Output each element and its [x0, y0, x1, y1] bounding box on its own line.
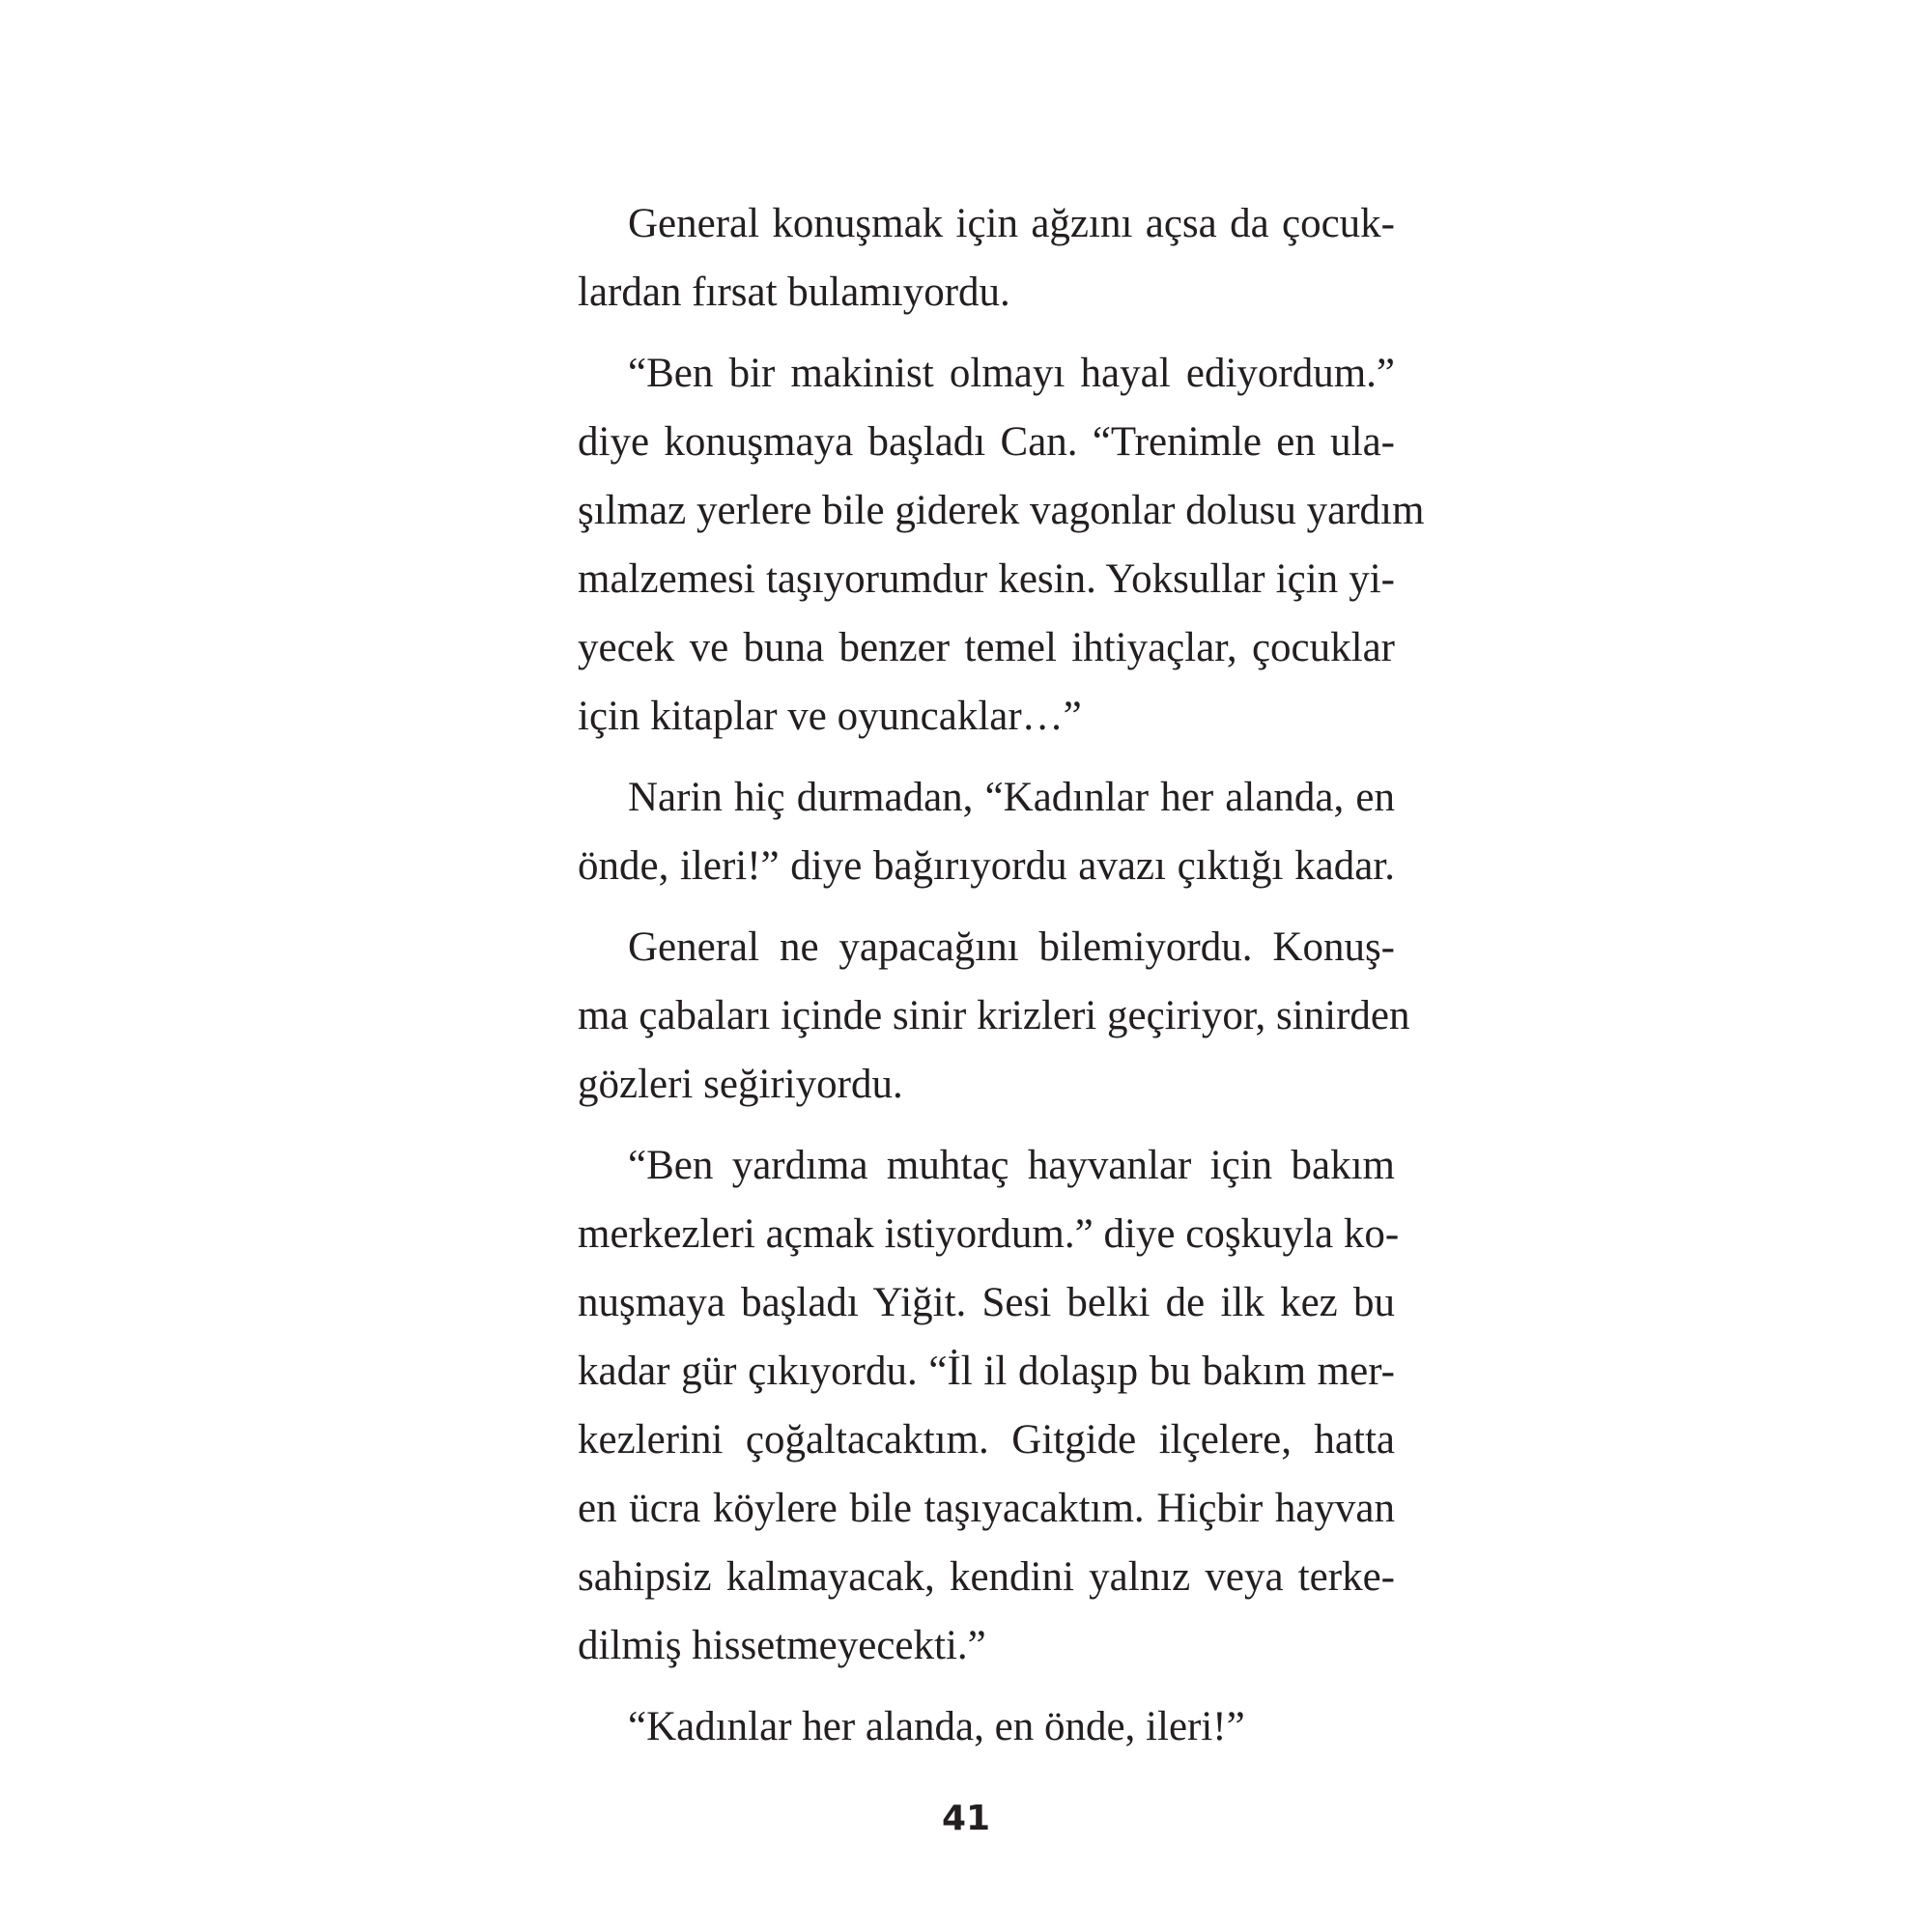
text-line: yecek ve buna benzer temel ihtiyaçlar, çocuklar	[578, 625, 1395, 670]
paragraph-2	[578, 339, 1425, 751]
text-line: “Ben bir makinist olmayı hayal ediyordum.”	[628, 351, 1395, 396]
text-line: şılmaz yerlere bile giderek vagonlar dolusu yardım	[578, 488, 1425, 533]
text-line: General ne yapacağını bilemiyordu. Konuş-	[628, 924, 1395, 970]
text-line: önde, ileri!” diye bağırıyordu avazı çıktığı kadar.	[578, 843, 1395, 889]
text-line: diye konuşmaya başladı Can. “Trenimle en ula-	[578, 419, 1395, 465]
text-line: gözleri seğiriyordu.	[578, 1062, 903, 1107]
text-line: malzemesi taşıyorumdur kesin. Yoksullar için yi-	[578, 556, 1395, 602]
text-line: lardan fırsat bulamıyordu.	[578, 270, 1010, 315]
text-line: dilmiş hissetmeyecekti.”	[578, 1623, 986, 1668]
text-line: ma çabaları içinde sinir krizleri geçiriyor, sinirden	[578, 993, 1410, 1038]
text-line: kadar gür çıkıyordu. “İl il dolaşıp bu bakım mer-	[578, 1349, 1395, 1394]
text-line: en ücra köylere bile taşıyacaktım. Hiçbir hayvan	[578, 1486, 1395, 1531]
paragraph-1	[578, 189, 1395, 327]
paragraph-4	[578, 913, 1410, 1119]
paragraph-5	[578, 1131, 1400, 1680]
text-line: nuşmaya başladı Yiğit. Sesi belki de ilk kez bu	[578, 1280, 1395, 1325]
text-line: sahipsiz kalmayacak, kendini yalnız veya terke-	[578, 1554, 1395, 1600]
paragraph-3	[578, 763, 1395, 900]
text-line: kezlerini çoğaltacaktım. Gitgide ilçelere, hatta	[578, 1417, 1395, 1463]
text-line: General konuşmak için ağzını açsa da çocuk-	[628, 201, 1395, 246]
text-line: “Kadınlar her alanda, en önde, ileri!”	[628, 1704, 1245, 1749]
text-line: “Ben yardıma muhtaç hayvanlar için bakım	[628, 1143, 1395, 1188]
body-text	[578, 189, 1425, 1774]
page-number: 41	[941, 1799, 991, 1838]
text-line: merkezleri açmak istiyordum.” diye coşkuyla ko-	[578, 1211, 1400, 1257]
text-line: için kitaplar ve oyuncaklar…”	[578, 694, 1082, 739]
text-line: Narin hiç durmadan, “Kadınlar her alanda, en	[628, 775, 1395, 820]
paragraph-6	[578, 1692, 1395, 1761]
